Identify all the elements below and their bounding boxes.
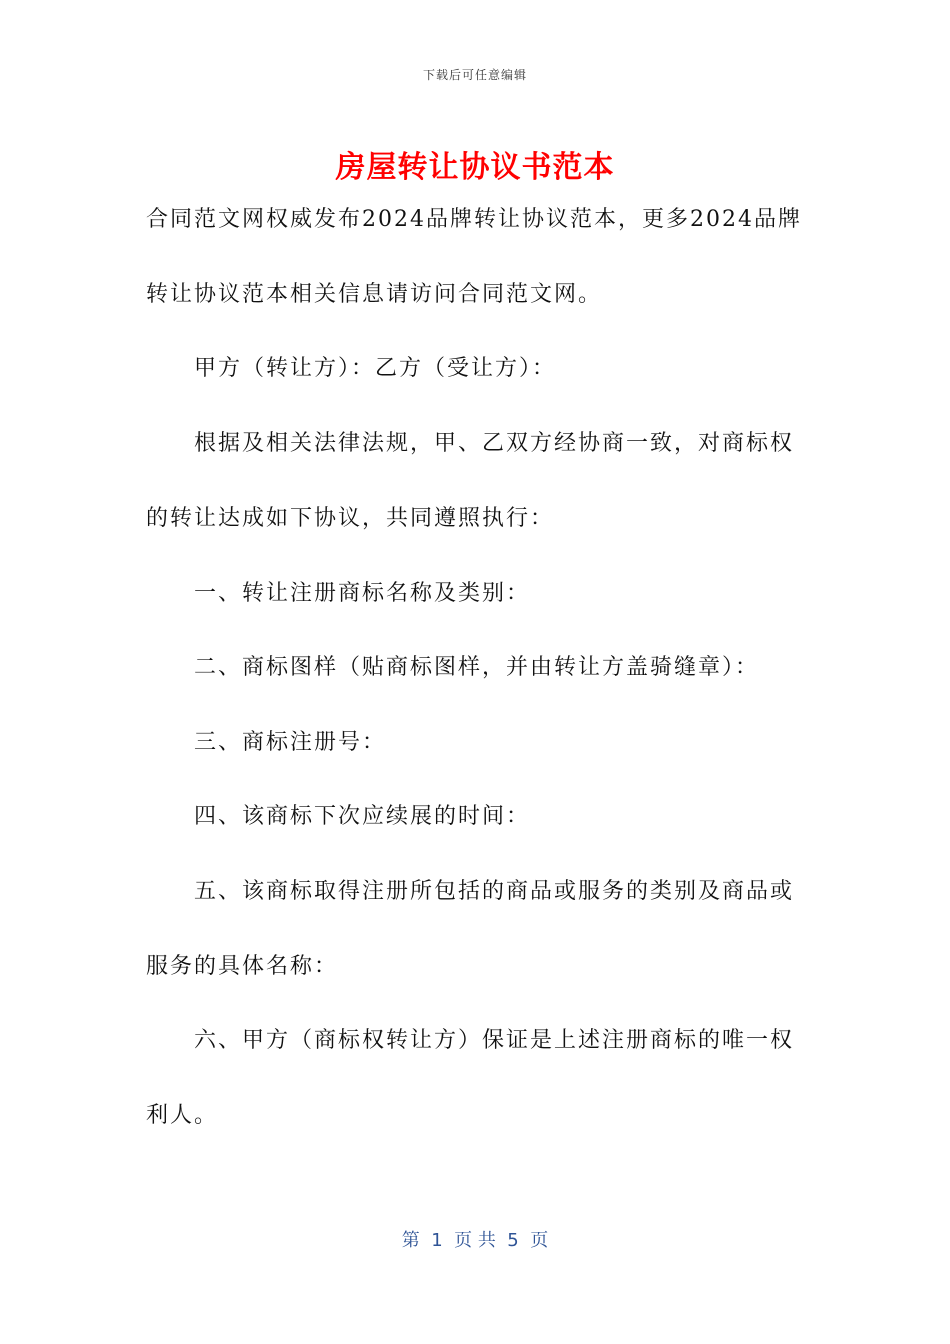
parties-line: 甲方（转让方）：乙方（受让方）： bbox=[194, 356, 557, 381]
clause-5: 五、该商标取得注册所包括的商品或服务的类别及商品或 bbox=[194, 879, 795, 904]
clause-4: 四、该商标下次应续展的时间： bbox=[194, 804, 531, 829]
clause-6: 六、甲方（商标权转让方）保证是上述注册商标的唯一权 bbox=[194, 1028, 795, 1053]
clause-1: 一、转让注册商标名称及类别： bbox=[194, 581, 531, 606]
body-line: 合同范文网权威发布2024品牌转让协议范本，更多2024品牌 bbox=[146, 207, 802, 232]
clause-3: 三、商标注册号： bbox=[194, 730, 387, 755]
header-note: 下载后可任意编辑 bbox=[422, 68, 527, 82]
body-line: 根据及相关法律法规，甲、乙双方经协商一致，对商标权 bbox=[194, 431, 795, 456]
page-number: 第 1 页 共 5 页 bbox=[401, 1230, 549, 1251]
document-title: 房屋转让协议书范本 bbox=[335, 150, 615, 185]
clause-6-continued: 利人。 bbox=[146, 1103, 219, 1128]
body-line: 的转让达成如下协议，共同遵照执行： bbox=[146, 506, 555, 531]
body-line: 转让协议范本相关信息请访问合同范文网。 bbox=[146, 282, 603, 307]
clause-2: 二、商标图样（贴商标图样，并由转让方盖骑缝章）： bbox=[194, 655, 760, 680]
clause-5-continued: 服务的具体名称： bbox=[146, 954, 339, 979]
